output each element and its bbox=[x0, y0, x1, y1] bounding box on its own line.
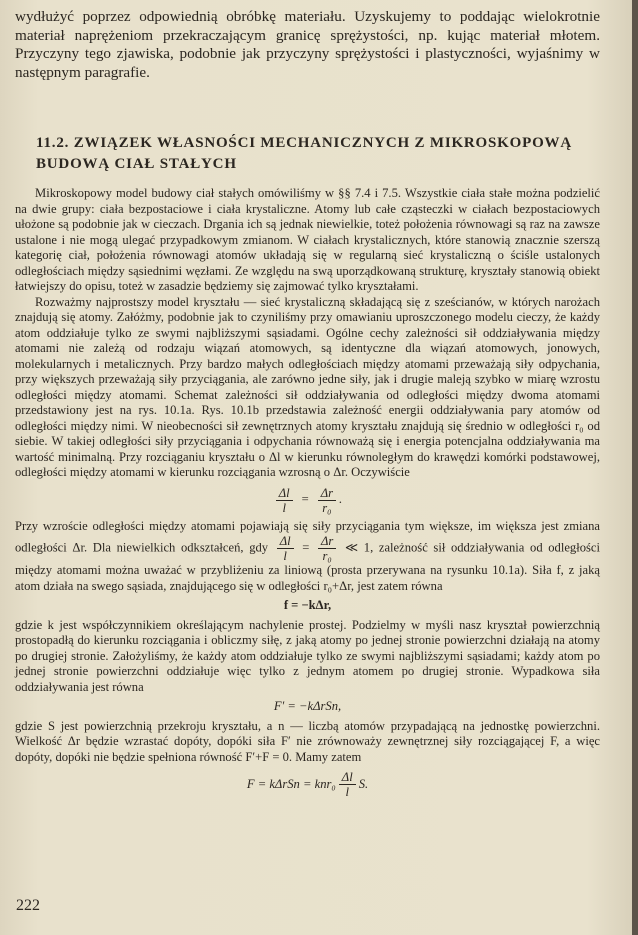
paragraph-3: Przy wzroście odległości między atomami pojawiają się siły przyciągania tym większe, im większa jest zmiana odległości Δr. Dla niewielkich odkształceń, gdy $\frac{\Delta l}{l}$ = $\frac{\Delta r}{\text{r₀}}$ ≪ 1, zależność sił oddziaływania od odległości między atomami można uważać w przybliżeniu za liniową (prosta przerywana na rysunku 10.1a). Siła f, z jaką atom działa na swego sąsiada, znajdującego się w odległości r₀+Δr, jest zatem równa bbox=[15, 518, 601, 593]
paragraph-4: gdzie k jest współczynnikiem określającym nachylenie prostej. Podzielmy w myśli nasz kryształ powierzchnią prostopadłą do kierunku rozciągania i obliczmy siłę, z jaką atomy po jednej stronie powierzchni działają na atomy po drugiej stronie. Założyliśmy, że każdy atom oddziałuje tylko ze swymi najbliższymi sąsiadami; każdy atom po jednej stronie powierzchni oddziałuje więc tylko z jednym atomem po drugiej stronie. Wypadkowa siła oddziaływania jest równa bbox=[15, 617, 600, 694]
equation-force: f = −kΔr, bbox=[283, 598, 332, 612]
paragraph-1: Mikroskopowy model budowy ciał stałych omówiliśmy w §§ 7.4 i 7.5. Wszystkie ciała stałe można podzielić na dwie grupy: ciała bezpostaciowe i ciała krystaliczne. Atomy lub całe cząsteczki w ciałach bezpostaciowych ułożone są podobnie jak w cieczach. Drgania ich są jednak niewielkie, toteż położenia równowagi są raz na zawsze ustalone i nie mogą ulegać przypadkowym zmianom. W ciałach krystalicznych, które stanowią znacznie szerszą kategorię ciał, położenia równowagi atomów układają się w regularną sieć krystaliczną o ściśle ustalonych odległościach między sąsiednimi węzłami. Ze względu na swą uporządkowaną strukturę, kryształy stanowią obiekt łatwiejszy do opisu, toteż w zasadzie będziemy się zajmować tylko kryształami. bbox=[15, 186, 600, 293]
fraction-right: $\frac{\Delta r}{\text{r₀}}$ bbox=[318, 486, 336, 515]
fraction-inline-right: $\frac{\Delta r}{\text{r₀}}$ bbox=[318, 534, 336, 563]
top-paragraph: wydłużyć poprzez odpowiednią obróbkę materiału. Uzyskujemy to poddając wielokrotnie materiał naprężeniom przekraczającym granicę sprężystości, np. kując materiał młotem. Przyczyny tego zjawiska, podobnie jak przyczyny sprężystości i plastyczności, wyjaśnimy w następnym paragrafie. bbox=[15, 8, 600, 81]
fraction-final: $\frac{\Delta l}{l}$ bbox=[339, 770, 356, 799]
page-number: 222 bbox=[16, 897, 40, 914]
paragraph-2: Rozważmy najprostszy model kryształu — sieć krystaliczną składającą się z sześcianów, w których narożach znajdują się atomy. Załóżmy, podobnie jak to czyniliśmy przy omawianiu uproszczonego modelu cieczy, że każdy atom oddziałuje tylko ze swymi najbliższymi sąsiadami. Ogólne cechy zależności sił oddziaływania między atomami nie zależą od rodzaju wiązań atomowych, są identyczne dla wiązań atomowych, jonowych, molekularnych i metalicznych. Przy bardzo małych odległościach między atomami przeważają siły odpychania, przy większych przeważają siły przyciągania, ale zarówno jedne siły, jak i drugie maleją szybko w miarę wzrostu odległości między atomami. Schemat zależności sił oddziaływania od odległości między dwoma atomami przedstawiony jest na rys. 10.1a. Rys. 10.1b przedstawia zależność energii oddziaływania pary atomów od odległości między nimi. W nieobecności sił zewnętrznych atomy kryształu znajdują się średnio w odległości r₀ od siebie. W takiej odległości siły przyciągania i odpychania równoważą się i energia potencjalna oddziaływania ma wartość minimalną. Przy rozciąganiu kryształu o Δl w kierunku równoległym do krawędzi komórki podstawowej, odległości między atomami w kierunku rozciągania wzrosną o Δr. Oczywiście bbox=[15, 294, 600, 479]
equation-strain: $\frac{\Delta l}{l}$ = $\frac{\Delta r}{\text{r₀}}$ . bbox=[15, 486, 600, 515]
section-heading: 11.2. ZWIĄZEK WŁASNOŚCI MECHANICZNYCH Z MIKROSKOPOWĄ BUDOWĄ CIAŁ STAŁYCH bbox=[36, 135, 572, 172]
fraction-inline-left: $\frac{\Delta l}{l}$ bbox=[277, 534, 294, 563]
section-body bbox=[15, 186, 600, 803]
paragraph-5: gdzie S jest powierzchnią przekroju kryształu, a n — liczbą atomów przypadającą na jednostkę powierzchni. Wielkość Δr będzie wzrastać dopóty, dopóki siła F′ nie zrównoważy zewnętrznej siły rozciągającej F, a więc dopóty, dopóki nie będzie spełniona równość F′+F = 0. Mamy zatem bbox=[15, 718, 600, 764]
page-edge-shadow bbox=[632, 0, 638, 935]
equation-final: F = kΔrSn = knr₀ $\frac{\Delta l}{l}$ S. bbox=[246, 770, 369, 799]
equation-total-force: F′ = −kΔrSn, bbox=[273, 699, 342, 713]
fraction-left: $\frac{\Delta l}{l}$ bbox=[276, 486, 293, 515]
